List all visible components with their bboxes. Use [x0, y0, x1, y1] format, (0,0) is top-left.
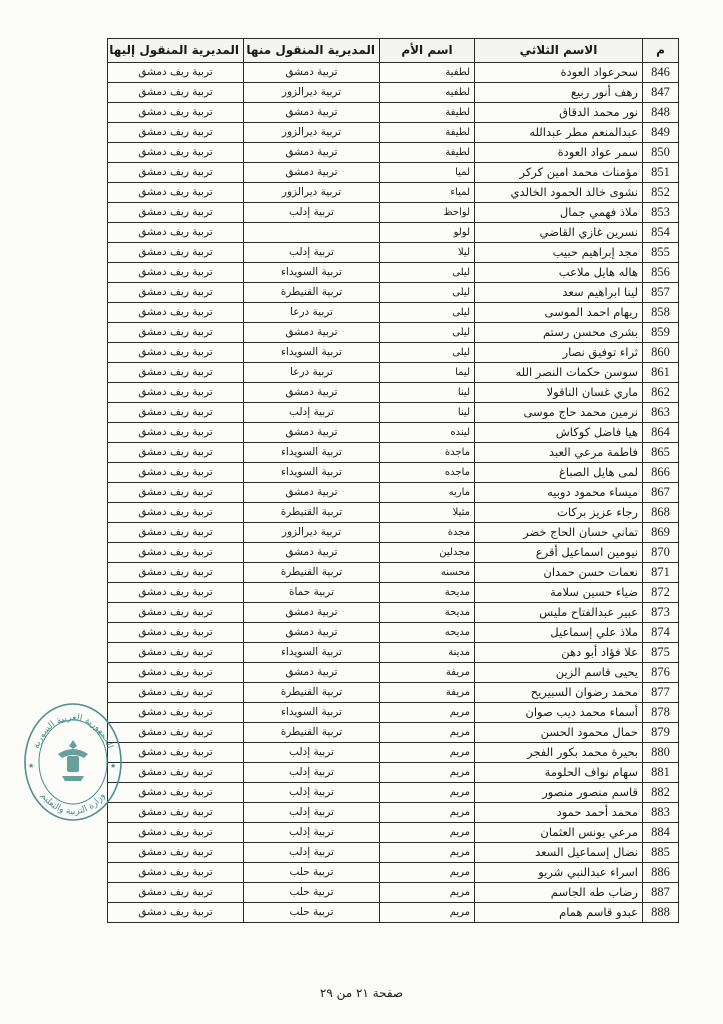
- cell-mother: مجدة: [380, 523, 475, 543]
- cell-to: تربية ريف دمشق: [108, 343, 244, 363]
- table-row: [108, 763, 679, 783]
- cell-mother: ليلى: [380, 323, 475, 343]
- cell-name: يحيى قاسم الزين: [475, 663, 643, 683]
- cell-name: نضال إسماعيل السعد: [475, 843, 643, 863]
- cell-mother: ليلى: [380, 283, 475, 303]
- cell-name: ريهام احمد الموسى: [475, 303, 643, 323]
- cell-name: لينا ابراهيم سعد: [475, 283, 643, 303]
- cell-num: 874: [643, 623, 679, 643]
- cell-from: تربية ديرالزور: [244, 183, 380, 203]
- table-row: [108, 223, 679, 243]
- table-row: [108, 703, 679, 723]
- cell-name: رهف أنور ربيع: [475, 83, 643, 103]
- cell-mother: ليما: [380, 363, 475, 383]
- cell-name: سهام نواف الحلومة: [475, 763, 643, 783]
- cell-to: تربية ريف دمشق: [108, 683, 244, 703]
- cell-name: سوسن حكمات النصر الله: [475, 363, 643, 383]
- header-mother: اسم الأم: [380, 39, 475, 63]
- cell-to: تربية ريف دمشق: [108, 443, 244, 463]
- cell-name: قاسم منصور منصور: [475, 783, 643, 803]
- cell-mother: مريفة: [380, 683, 475, 703]
- cell-mother: محسنه: [380, 563, 475, 583]
- cell-from: تربية القنيطرة: [244, 563, 380, 583]
- cell-name: نرمين محمد حاج موسى: [475, 403, 643, 423]
- cell-num: 855: [643, 243, 679, 263]
- cell-to: تربية ريف دمشق: [108, 463, 244, 483]
- cell-mother: ماجده: [380, 463, 475, 483]
- header-from: المديرية المنقول منها: [244, 39, 380, 63]
- table-row: [108, 563, 679, 583]
- cell-from: تربية إدلب: [244, 803, 380, 823]
- cell-num: 883: [643, 803, 679, 823]
- cell-name: ثراء توفيق نصار: [475, 343, 643, 363]
- cell-to: تربية ريف دمشق: [108, 223, 244, 243]
- cell-to: تربية ريف دمشق: [108, 903, 244, 923]
- cell-num: 870: [643, 543, 679, 563]
- cell-to: تربية ريف دمشق: [108, 483, 244, 503]
- cell-num: 859: [643, 323, 679, 343]
- cell-name: لمى هايل الصباغ: [475, 463, 643, 483]
- cell-from: تربية دمشق: [244, 663, 380, 683]
- table-row: [108, 783, 679, 803]
- table-body: [108, 63, 679, 923]
- cell-from: تربية القنيطرة: [244, 503, 380, 523]
- table-row: [108, 263, 679, 283]
- cell-name: سحرعواد العودة: [475, 63, 643, 83]
- table-row: [108, 203, 679, 223]
- table-row: [108, 503, 679, 523]
- table-row: [108, 663, 679, 683]
- cell-name: نيومين اسماعيل أقرع: [475, 543, 643, 563]
- stamp-text-top: الجمهورية العربية السورية: [31, 712, 115, 750]
- table-row: [108, 123, 679, 143]
- table-row: [108, 163, 679, 183]
- cell-num: 858: [643, 303, 679, 323]
- cell-to: تربية ريف دمشق: [108, 663, 244, 683]
- cell-mother: مدينة: [380, 643, 475, 663]
- cell-mother: لينده: [380, 423, 475, 443]
- cell-to: تربية ريف دمشق: [108, 363, 244, 383]
- cell-mother: ليلى: [380, 303, 475, 323]
- cell-from: تربية درعا: [244, 363, 380, 383]
- table-row: [108, 343, 679, 363]
- cell-num: 878: [643, 703, 679, 723]
- stamp-text-bottom: وزارة التربية والتعليم: [38, 791, 108, 818]
- cell-mother: ليلا: [380, 243, 475, 263]
- cell-name: اسراء عبدالنبي شريو: [475, 863, 643, 883]
- cell-name: محمد أحمد حمود: [475, 803, 643, 823]
- cell-to: تربية ريف دمشق: [108, 623, 244, 643]
- table-row: [108, 243, 679, 263]
- cell-from: [244, 223, 380, 243]
- cell-from: تربية القنيطرة: [244, 683, 380, 703]
- header-name: الاسم الثلاثي: [475, 39, 643, 63]
- cell-to: تربية ريف دمشق: [108, 203, 244, 223]
- cell-from: تربية السويداء: [244, 703, 380, 723]
- cell-num: 866: [643, 463, 679, 483]
- table-row: [108, 843, 679, 863]
- cell-name: ماري غسان الناقولا: [475, 383, 643, 403]
- cell-name: مجد إبراهيم حبيب: [475, 243, 643, 263]
- cell-name: علا فؤاد أبو دهن: [475, 643, 643, 663]
- table-row: [108, 83, 679, 103]
- cell-name: نشوى خالد الحمود الخالدي: [475, 183, 643, 203]
- cell-from: تربية إدلب: [244, 403, 380, 423]
- official-stamp: [22, 698, 124, 822]
- cell-to: تربية ريف دمشق: [108, 283, 244, 303]
- cell-from: تربية دمشق: [244, 623, 380, 643]
- cell-to: تربية ريف دمشق: [108, 643, 244, 663]
- cell-from: تربية السويداء: [244, 263, 380, 283]
- cell-from: تربية درعا: [244, 303, 380, 323]
- cell-num: 879: [643, 723, 679, 743]
- cell-mother: مريم: [380, 743, 475, 763]
- cell-from: تربية دمشق: [244, 543, 380, 563]
- cell-to: تربية ريف دمشق: [108, 243, 244, 263]
- cell-to: تربية ريف دمشق: [108, 883, 244, 903]
- cell-num: 849: [643, 123, 679, 143]
- table-row: [108, 303, 679, 323]
- cell-num: 865: [643, 443, 679, 463]
- cell-to: تربية ريف دمشق: [108, 763, 244, 783]
- cell-num: 873: [643, 603, 679, 623]
- cell-to: تربية ريف دمشق: [108, 163, 244, 183]
- cell-from: تربية إدلب: [244, 243, 380, 263]
- cell-num: 854: [643, 223, 679, 243]
- cell-from: تربية إدلب: [244, 743, 380, 763]
- cell-num: 861: [643, 363, 679, 383]
- header-num: م: [643, 39, 679, 63]
- cell-from: تربية السويداء: [244, 343, 380, 363]
- cell-num: 846: [643, 63, 679, 83]
- cell-mother: مريم: [380, 883, 475, 903]
- transfer-table: [107, 38, 679, 923]
- cell-num: 848: [643, 103, 679, 123]
- cell-name: مؤمنات محمد امين كركر: [475, 163, 643, 183]
- table-row: [108, 403, 679, 423]
- cell-mother: مريم: [380, 703, 475, 723]
- cell-from: تربية إدلب: [244, 783, 380, 803]
- table-row: [108, 643, 679, 663]
- cell-from: تربية دمشق: [244, 483, 380, 503]
- cell-to: تربية ريف دمشق: [108, 563, 244, 583]
- cell-num: 887: [643, 883, 679, 903]
- cell-from: تربية السويداء: [244, 443, 380, 463]
- cell-to: تربية ريف دمشق: [108, 103, 244, 123]
- cell-from: تربية ديرالزور: [244, 523, 380, 543]
- cell-mother: لواحظ: [380, 203, 475, 223]
- cell-name: محمد رضوان السبيريح: [475, 683, 643, 703]
- cell-num: 868: [643, 503, 679, 523]
- cell-num: 885: [643, 843, 679, 863]
- cell-mother: لينا: [380, 403, 475, 423]
- cell-mother: مديحه: [380, 623, 475, 643]
- cell-to: تربية ريف دمشق: [108, 183, 244, 203]
- cell-from: تربية ديرالزور: [244, 123, 380, 143]
- cell-from: تربية القنيطرة: [244, 283, 380, 303]
- cell-name: مرعي يونس العثمان: [475, 823, 643, 843]
- table-row: [108, 583, 679, 603]
- table-row: [108, 63, 679, 83]
- cell-to: تربية ريف دمشق: [108, 503, 244, 523]
- table-row: [108, 143, 679, 163]
- cell-mother: لطفية: [380, 63, 475, 83]
- cell-num: 847: [643, 83, 679, 103]
- cell-mother: مريم: [380, 803, 475, 823]
- cell-num: 863: [643, 403, 679, 423]
- cell-to: تربية ريف دمشق: [108, 743, 244, 763]
- cell-mother: لطيفة: [380, 123, 475, 143]
- cell-num: 888: [643, 903, 679, 923]
- cell-name: بشرى محسن رستم: [475, 323, 643, 343]
- cell-from: تربية إدلب: [244, 823, 380, 843]
- table-row: [108, 683, 679, 703]
- cell-to: تربية ريف دمشق: [108, 423, 244, 443]
- cell-to: تربية ريف دمشق: [108, 603, 244, 623]
- cell-from: تربية السويداء: [244, 463, 380, 483]
- cell-from: تربية ديرالزور: [244, 83, 380, 103]
- header-to: المديرية المنقول إليها: [108, 39, 244, 63]
- cell-mother: مريم: [380, 823, 475, 843]
- cell-from: تربية دمشق: [244, 63, 380, 83]
- cell-num: 875: [643, 643, 679, 663]
- cell-from: تربية إدلب: [244, 843, 380, 863]
- cell-from: تربية حماة: [244, 583, 380, 603]
- cell-mother: مديحة: [380, 583, 475, 603]
- cell-to: تربية ريف دمشق: [108, 523, 244, 543]
- cell-mother: ماريه: [380, 483, 475, 503]
- table-row: [108, 483, 679, 503]
- cell-to: تربية ريف دمشق: [108, 263, 244, 283]
- cell-num: 862: [643, 383, 679, 403]
- cell-name: هيا فاضل كوكاش: [475, 423, 643, 443]
- cell-mother: لمياء: [380, 183, 475, 203]
- cell-num: 850: [643, 143, 679, 163]
- table-row: [108, 543, 679, 563]
- table-row: [108, 903, 679, 923]
- table-row: [108, 863, 679, 883]
- cell-mother: ماجدة: [380, 443, 475, 463]
- cell-num: 857: [643, 283, 679, 303]
- cell-to: تربية ريف دمشق: [108, 723, 244, 743]
- cell-name: نسرين غازي القاضي: [475, 223, 643, 243]
- cell-mother: مثيلا: [380, 503, 475, 523]
- cell-from: تربية دمشق: [244, 603, 380, 623]
- cell-name: نعمات حسن حمدان: [475, 563, 643, 583]
- cell-to: تربية ريف دمشق: [108, 843, 244, 863]
- cell-to: تربية ريف دمشق: [108, 143, 244, 163]
- cell-mother: مريم: [380, 723, 475, 743]
- cell-name: هاله هايل ملاعب: [475, 263, 643, 283]
- cell-mother: مريفة: [380, 663, 475, 683]
- cell-from: تربية حلب: [244, 863, 380, 883]
- cell-num: 851: [643, 163, 679, 183]
- cell-to: تربية ريف دمشق: [108, 583, 244, 603]
- cell-mother: مريم: [380, 863, 475, 883]
- cell-from: تربية حلب: [244, 903, 380, 923]
- cell-num: 853: [643, 203, 679, 223]
- cell-to: تربية ريف دمشق: [108, 783, 244, 803]
- cell-num: 872: [643, 583, 679, 603]
- table-header-row: [108, 39, 679, 63]
- table-row: [108, 283, 679, 303]
- cell-name: ميساء محمود دوبيه: [475, 483, 643, 503]
- cell-num: 877: [643, 683, 679, 703]
- cell-mother: مريم: [380, 843, 475, 863]
- cell-mother: لينا: [380, 383, 475, 403]
- table-row: [108, 423, 679, 443]
- cell-name: ضياء حسين سلامة: [475, 583, 643, 603]
- cell-from: تربية دمشق: [244, 383, 380, 403]
- cell-num: 860: [643, 343, 679, 363]
- cell-to: تربية ريف دمشق: [108, 403, 244, 423]
- table-row: [108, 723, 679, 743]
- cell-name: رجاء عزيز بركات: [475, 503, 643, 523]
- cell-mother: مريم: [380, 763, 475, 783]
- cell-to: تربية ريف دمشق: [108, 63, 244, 83]
- table-row: [108, 443, 679, 463]
- cell-to: تربية ريف دمشق: [108, 123, 244, 143]
- cell-name: نور محمد الدقاق: [475, 103, 643, 123]
- cell-from: تربية حلب: [244, 883, 380, 903]
- cell-mother: لولو: [380, 223, 475, 243]
- cell-name: بحيرة محمد بكور الفجر: [475, 743, 643, 763]
- cell-to: تربية ريف دمشق: [108, 323, 244, 343]
- cell-from: تربية دمشق: [244, 323, 380, 343]
- cell-num: 886: [643, 863, 679, 883]
- table-row: [108, 323, 679, 343]
- table-row: [108, 623, 679, 643]
- cell-name: عبدالمنعم مطر عبدالله: [475, 123, 643, 143]
- cell-to: تربية ريف دمشق: [108, 703, 244, 723]
- table-row: [108, 803, 679, 823]
- cell-num: 871: [643, 563, 679, 583]
- svg-text:★: ★: [110, 762, 117, 770]
- cell-to: تربية ريف دمشق: [108, 543, 244, 563]
- cell-name: حمال محمود الحسن: [475, 723, 643, 743]
- cell-mother: مجدلين: [380, 543, 475, 563]
- cell-mother: مريم: [380, 783, 475, 803]
- cell-num: 852: [643, 183, 679, 203]
- cell-from: تربية إدلب: [244, 763, 380, 783]
- cell-name: عبدو قاسم همام: [475, 903, 643, 923]
- cell-num: 881: [643, 763, 679, 783]
- cell-num: 884: [643, 823, 679, 843]
- cell-mother: لطيفة: [380, 143, 475, 163]
- cell-name: رضاب طه الجاسم: [475, 883, 643, 903]
- cell-to: تربية ريف دمشق: [108, 83, 244, 103]
- cell-to: تربية ريف دمشق: [108, 803, 244, 823]
- table-row: [108, 463, 679, 483]
- cell-num: 876: [643, 663, 679, 683]
- table-row: [108, 183, 679, 203]
- eagle-emblem-icon: [58, 740, 88, 781]
- cell-mother: مديحة: [380, 603, 475, 623]
- cell-from: تربية دمشق: [244, 103, 380, 123]
- table-row: [108, 743, 679, 763]
- cell-name: سمر عواد العودة: [475, 143, 643, 163]
- cell-num: 869: [643, 523, 679, 543]
- cell-num: 880: [643, 743, 679, 763]
- cell-from: تربية دمشق: [244, 143, 380, 163]
- cell-num: 864: [643, 423, 679, 443]
- cell-to: تربية ريف دمشق: [108, 383, 244, 403]
- table-row: [108, 383, 679, 403]
- table-row: [108, 523, 679, 543]
- cell-name: أسماء محمد ديب صوان: [475, 703, 643, 723]
- table-row: [108, 883, 679, 903]
- cell-from: تربية القنيطرة: [244, 723, 380, 743]
- cell-to: تربية ريف دمشق: [108, 863, 244, 883]
- cell-from: تربية دمشق: [244, 423, 380, 443]
- table-row: [108, 103, 679, 123]
- cell-from: تربية إدلب: [244, 203, 380, 223]
- cell-num: 867: [643, 483, 679, 503]
- cell-name: فاطمة مرعي العبد: [475, 443, 643, 463]
- cell-to: تربية ريف دمشق: [108, 823, 244, 843]
- cell-mother: مريم: [380, 903, 475, 923]
- cell-name: عبير عبدالفتاح مليس: [475, 603, 643, 623]
- cell-num: 882: [643, 783, 679, 803]
- svg-text:★: ★: [28, 762, 35, 770]
- cell-to: تربية ريف دمشق: [108, 303, 244, 323]
- cell-from: تربية دمشق: [244, 163, 380, 183]
- cell-from: تربية السويداء: [244, 643, 380, 663]
- cell-mother: ليلى: [380, 343, 475, 363]
- page-number: صفحة ٢١ من ٢٩: [319, 986, 404, 1000]
- table-row: [108, 823, 679, 843]
- cell-mother: لطفيه: [380, 83, 475, 103]
- table-row: [108, 603, 679, 623]
- cell-mother: ليلى: [380, 263, 475, 283]
- cell-mother: لطيفة: [380, 103, 475, 123]
- table-row: [108, 363, 679, 383]
- cell-name: ملاذ علي إسماعيل: [475, 623, 643, 643]
- cell-name: ملاذ فهمي جمال: [475, 203, 643, 223]
- cell-name: تماني حسان الحاج خضر: [475, 523, 643, 543]
- cell-num: 856: [643, 263, 679, 283]
- cell-mother: لميا: [380, 163, 475, 183]
